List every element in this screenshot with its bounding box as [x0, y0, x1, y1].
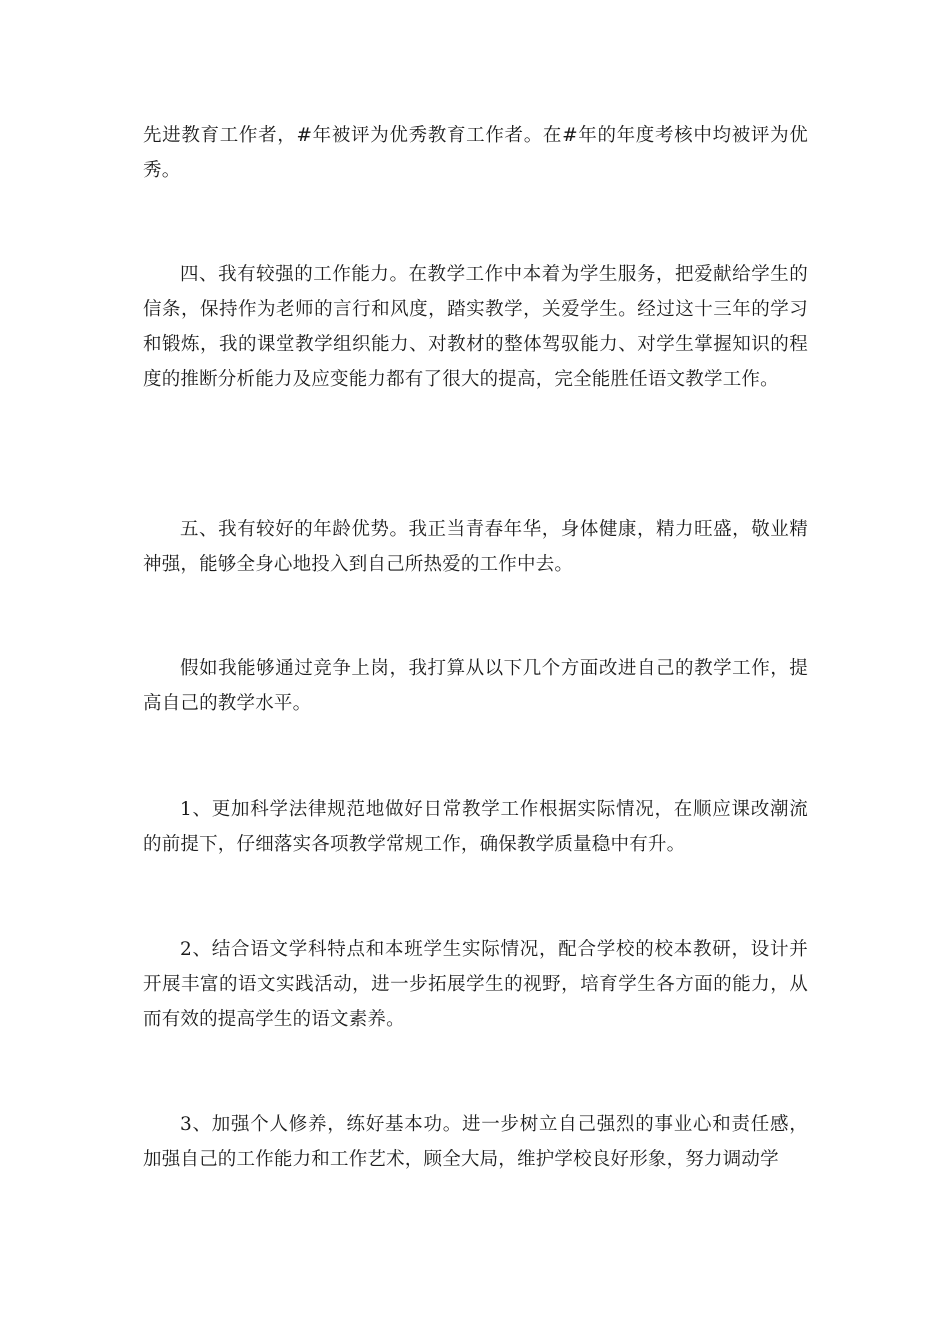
paragraph-plan-item-3: 3、加强个人修养，练好基本功。进一步树立自己强烈的事业心和责任感，加强自己的工作能力和工作艺术，顾全大局，维护学校良好形象，努力调动学 — [143, 1114, 808, 1170]
paragraph-plan-item-1: 1、更加科学法律规范地做好日常教学工作根据实际情况，在顺应课改潮流的前提下，仔细落实各项教学常规工作，确保教学质量稳中有升。 — [143, 799, 808, 855]
paragraph-plan-intro: 假如我能够通过竞争上岗，我打算从以下几个方面改进自己的教学工作，提高自己的教学水平。 — [143, 658, 808, 714]
paragraph-plan-item-2: 2、结合语文学科特点和本班学生实际情况，配合学校的校本教研，设计并开展丰富的语文实践活动，进一步拓展学生的视野，培育学生各方面的能力，从而有效的提高学生的语文素养。 — [143, 939, 808, 1030]
paragraph-work-ability: 四、我有较强的工作能力。在教学工作中本着为学生服务，把爱献给学生的信条，保持作为老师的言行和风度，踏实教学，关爱学生。经过这十三年的学习和锻炼，我的课堂教学组织能力、对教材的整体驾驭能力、对学生掌握知识的程度的推断分析能力及应变能力都有了很大的提高，完全能胜任语文教学工作。 — [143, 264, 808, 390]
paragraph-continuation: 先进教育工作者，#年被评为优秀教育工作者。在#年的年度考核中均被评为优秀。 — [143, 125, 808, 181]
paragraph-age-advantage: 五、我有较好的年龄优势。我正当青春年华，身体健康，精力旺盛，敬业精神强，能够全身心地投入到自己所热爱的工作中去。 — [143, 519, 808, 575]
